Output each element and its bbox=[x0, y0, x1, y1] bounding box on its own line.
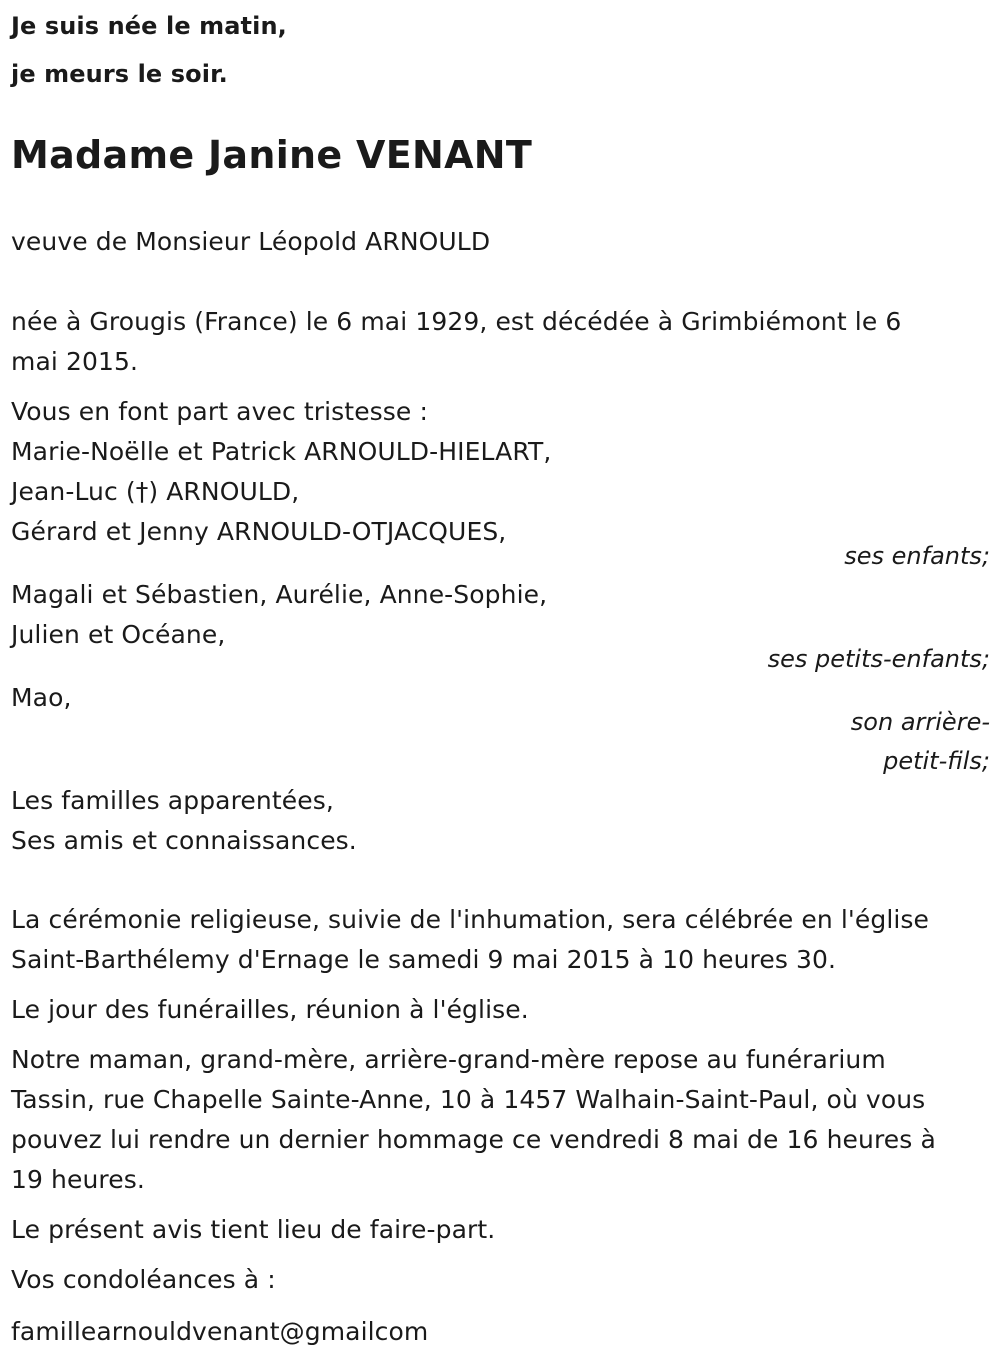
notice-line: Le présent avis tient lieu de faire-part. bbox=[11, 1215, 496, 1244]
grandchild-entry-2: Julien et Océane, bbox=[11, 620, 226, 649]
birth-death-line-2: mai 2015. bbox=[11, 347, 139, 376]
ceremony-line-2: Saint-Barthélemy d'Ernage le samedi 9 mai 2015 à 10 heures 30. bbox=[11, 945, 837, 974]
quote-line-2: je meurs le soir. bbox=[11, 60, 228, 88]
deceased-name: Madame Janine VENANT bbox=[11, 133, 533, 177]
birth-death-line-1: née à Grougis (France) le 6 mai 1929, est décédée à Grimbiémont le 6 bbox=[11, 307, 902, 336]
spouse-line: veuve de Monsieur Léopold ARNOULD bbox=[11, 227, 491, 256]
funerarium-line-3: pouvez lui rendre un dernier hommage ce vendredi 8 mai de 16 heures à bbox=[11, 1125, 936, 1154]
funerarium-line-1: Notre maman, grand-mère, arrière-grand-mère repose au funérarium bbox=[11, 1045, 886, 1074]
announcement-intro: Vous en font part avec tristesse : bbox=[11, 397, 428, 426]
funerarium-line-2: Tassin, rue Chapelle Sainte-Anne, 10 à 1457 Walhain-Saint-Paul, où vous bbox=[11, 1085, 926, 1114]
child-entry-1: Marie-Noëlle et Patrick ARNOULD-HIELART, bbox=[11, 437, 552, 466]
children-role: ses enfants; bbox=[844, 542, 990, 570]
grandchildren-role: ses petits-enfants; bbox=[767, 645, 990, 673]
child-entry-2: Jean-Luc (†) ARNOULD, bbox=[11, 477, 300, 506]
great-grandchild-role-line-2: petit-fils; bbox=[883, 747, 990, 775]
ceremony-line-1: La cérémonie religieuse, suivie de l'inhumation, sera célébrée en l'église bbox=[11, 905, 930, 934]
friends-line: Ses amis et connaissances. bbox=[11, 826, 357, 855]
reunion-line: Le jour des funérailles, réunion à l'église. bbox=[11, 995, 529, 1024]
condolences-label: Vos condoléances à : bbox=[11, 1265, 276, 1294]
quote-line-1: Je suis née le matin, bbox=[11, 12, 287, 40]
grandchild-entry-1: Magali et Sébastien, Aurélie, Anne-Sophie, bbox=[11, 580, 548, 609]
great-grandchild-role-line-1: son arrière- bbox=[850, 708, 990, 736]
families-line: Les familles apparentées, bbox=[11, 786, 334, 815]
funerarium-line-4: 19 heures. bbox=[11, 1165, 145, 1194]
child-entry-3: Gérard et Jenny ARNOULD-OTJACQUES, bbox=[11, 517, 507, 546]
great-grandchild-entry: Mao, bbox=[11, 683, 72, 712]
condolences-email: famillearnouldvenant@gmailcom bbox=[11, 1317, 429, 1346]
